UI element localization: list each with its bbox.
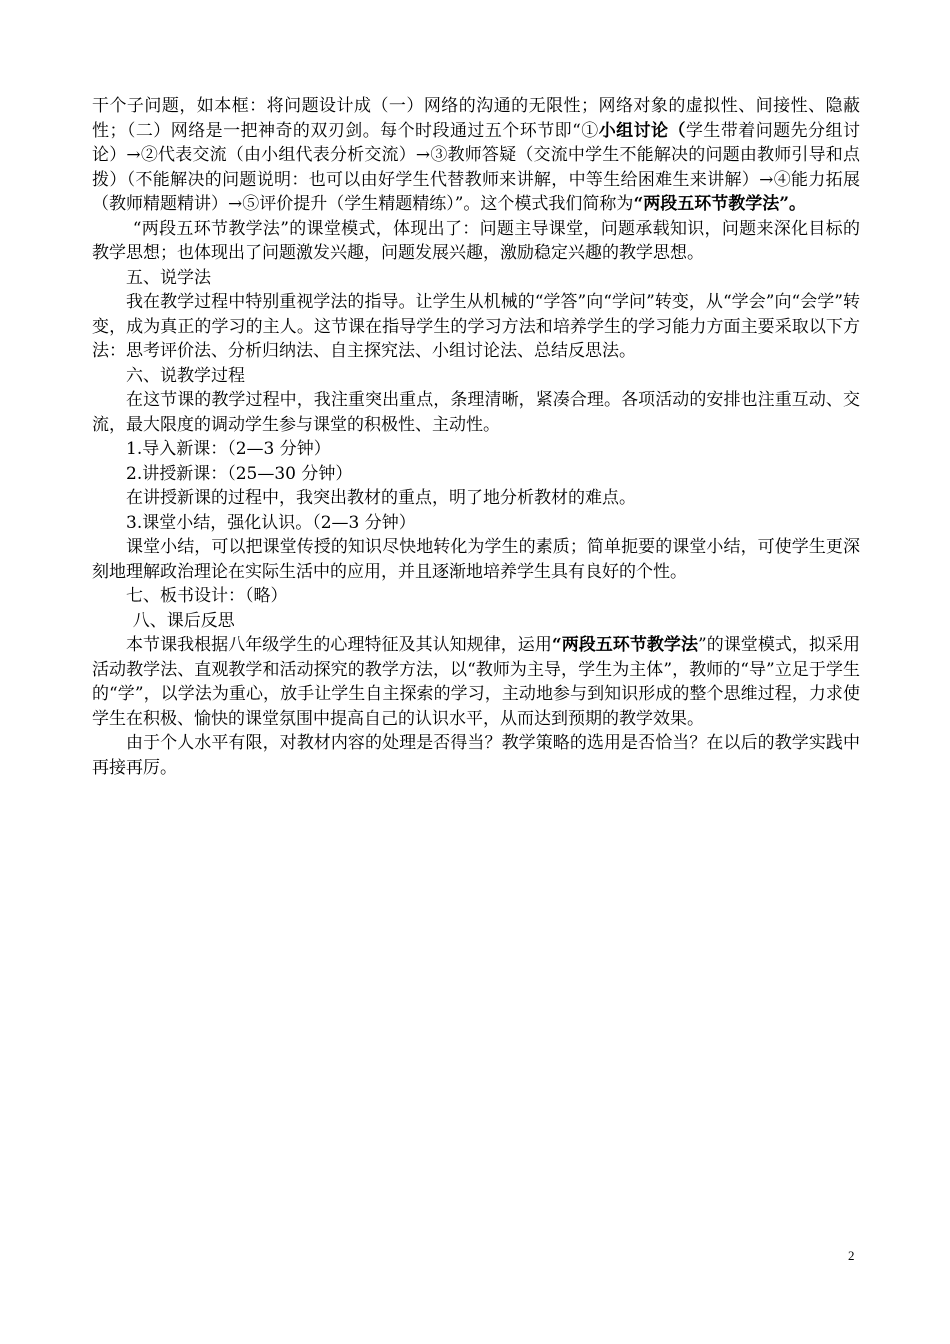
paragraph-learning-method: 我在教学过程中特别重视学法的指导。让学生从机械的“学答”向“学问”转变，从“学会”向“会学”转变，成为真正的学习的主人。这节课在指导学生的学习方法和培养学生的学习能力方面主要采取以下方法：思考评价法、分析归纳法、自主探究法、小组讨论法、总结反思法。 xyxy=(92,292,860,361)
bold-method-name-2: “两段五环节教学法 xyxy=(551,635,698,655)
step-introduction: 1.导入新课：（2—3 分钟） xyxy=(126,439,331,459)
heading-learning-method: 五、说学法 xyxy=(126,267,211,288)
document-body xyxy=(92,94,860,780)
paragraph-model-description: 干个子问题，如本框：将问题设计成（一）网络的沟通的无限性；网络对象的虚拟性、间接性、隐蔽性；（二）网络是一把神奇的双刃剑。每个时段通过五个环节即“①小组讨论（学生带着问题先分组讨论）→②代表交流（由小组代表分析交流）→③教师答疑（交流中学生不能解决的问题由教师引导和点拨）（不能解决的问题说明：也可以由好学生代替教师来讲解，中等生给困难生来讲解）→④能力拓展（教师精题精讲）→⑤评价提升（学生精题精练）”。这个模式我们简称为“两段五环节教学法”。 xyxy=(92,96,860,214)
heading-teaching-process: 六、说教学过程 xyxy=(126,365,245,386)
bold-group-discussion: 小组讨论（ xyxy=(598,120,686,141)
heading-board-design: 七、板书设计：（略） xyxy=(126,586,288,606)
paragraph-reflection: 本节课我根据八年级学生的心理特征及其认知规律，运用“两段五环节教学法”的课堂模式，拟采用活动教学法、直观教学和活动探究的教学方法，以“教师为主导，学生为主体”，教师的“导”立足于学生的“学”，以学法为重心，放手让学生自主探索的学习，主动地参与到知识形成的整个思维过程，力求使学生在积极、愉快的课堂氛围中提高自己的认识水平，从而达到预期的教学效果。 xyxy=(92,635,861,729)
paragraph-summary: 课堂小结，可以把课堂传授的知识尽快地转化为学生的素质；简单扼要的课堂小结，可使学生更深刻地理解政治理论在实际生活中的应用，并且逐渐地培养学生具有良好的个性。 xyxy=(92,537,860,582)
page-number: 2 xyxy=(848,1248,855,1263)
paragraph-new-lesson: 在讲授新课的过程中，我突出教材的重点，明了地分析教材的难点。 xyxy=(126,488,636,508)
paragraph-closing: 由于个人水平有限，对教材内容的处理是否得当？教学策略的选用是否恰当？在以后的教学实践中再接再厉。 xyxy=(92,733,860,778)
step-summary: 3.课堂小结，强化认识。（2—3 分钟） xyxy=(126,512,416,533)
paragraph-teaching-process: 在这节课的教学过程中，我注重突出重点，条理清晰，紧凑合理。各项活动的安排也注重互动、交流，最大限度的调动学生参与课堂的积极性、主动性。 xyxy=(92,390,860,435)
bold-method-name: “两段五环节教学法”。 xyxy=(633,194,806,214)
step-new-lesson: 2.讲授新课：（25—30 分钟） xyxy=(126,463,353,484)
heading-reflection: 八、课后反思 xyxy=(132,610,235,631)
paragraph-model-summary: “两段五环节教学法”的课堂模式，体现出了：问题主导课堂，问题承载知识，问题来深化目标的教学思想；也体现出了问题激发兴趣，问题发展兴趣，激励稳定兴趣的教学思想。 xyxy=(92,218,860,263)
